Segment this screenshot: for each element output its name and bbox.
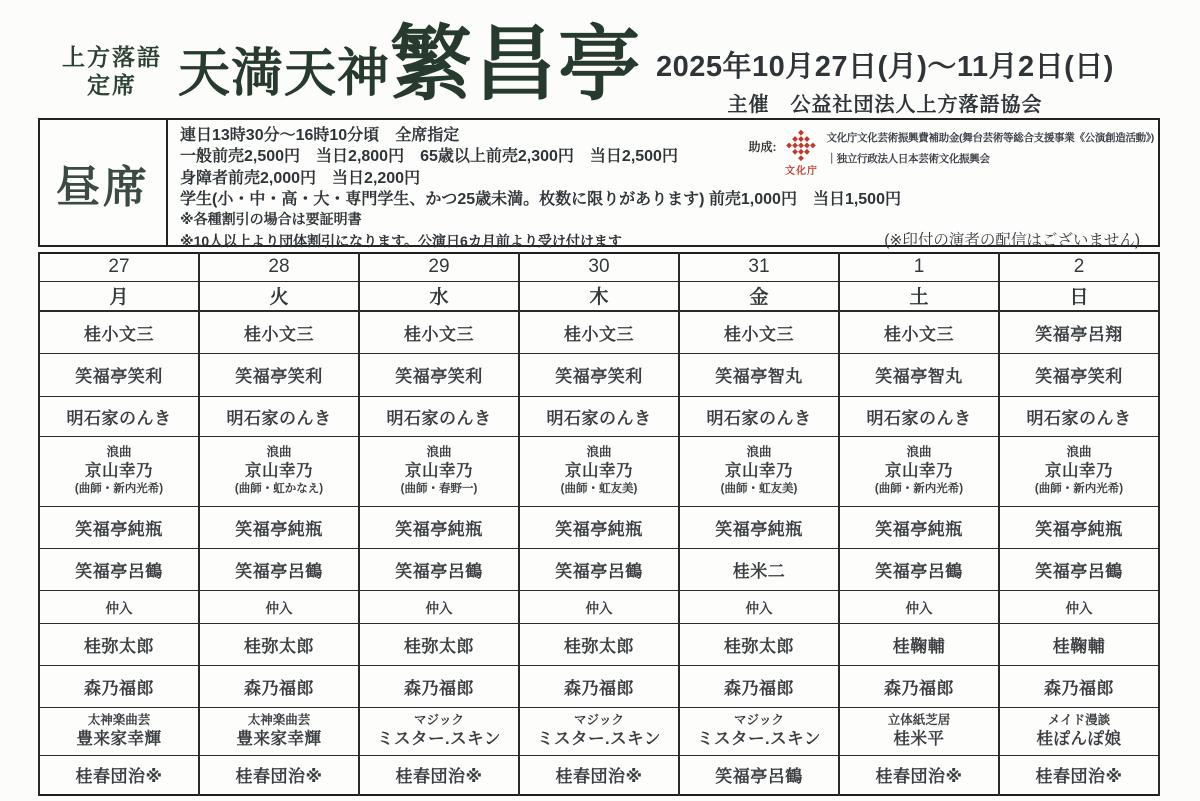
performer-cell bbox=[39, 623, 199, 665]
performer-name: 桂弥太郎 bbox=[564, 636, 634, 656]
performer-name: 桂小文三 bbox=[404, 324, 474, 344]
performer-name: 森乃福郎 bbox=[884, 678, 954, 698]
performer-cell bbox=[39, 436, 199, 506]
day-cell: 木 bbox=[519, 281, 679, 311]
performer-cell bbox=[839, 396, 999, 436]
performer-name: 桂鞠輔 bbox=[1052, 636, 1106, 656]
pricing-content bbox=[168, 120, 1158, 250]
performer-name: 桂小文三 bbox=[724, 324, 794, 344]
date-cell: 28 bbox=[199, 253, 359, 281]
performer-cell bbox=[359, 548, 519, 590]
performer-name: 笑福亭純瓶 bbox=[555, 519, 643, 539]
performer-name: 明石家のんき bbox=[546, 408, 652, 428]
performer-cell bbox=[999, 506, 1159, 548]
performer-name: 笑福亭純瓶 bbox=[715, 519, 803, 539]
performer-name: 笑福亭笑利 bbox=[1035, 367, 1123, 386]
performer-name: 笑福亭呂鶴 bbox=[1035, 561, 1123, 581]
performer-name: 森乃福郎 bbox=[84, 678, 154, 698]
performer-cell bbox=[199, 548, 359, 590]
streaming-note: (※印付の演者の配信はございません) bbox=[884, 232, 1140, 250]
bunkacho-lattice-icon bbox=[784, 128, 818, 162]
genre-label: マジック bbox=[733, 712, 784, 727]
performer-cell bbox=[519, 755, 679, 795]
performer-cell bbox=[839, 665, 999, 707]
genre-label: 浪曲 bbox=[586, 445, 612, 460]
grant-block bbox=[748, 128, 1154, 177]
accompanist-note: (曲師・新内光希) bbox=[1034, 482, 1124, 495]
performer-cell bbox=[999, 548, 1159, 590]
performer-cell bbox=[839, 755, 999, 795]
performer-cell bbox=[519, 396, 679, 436]
performer-name: 桂小文三 bbox=[244, 324, 314, 344]
genre-label: 浪曲 bbox=[106, 445, 132, 460]
performer-cell bbox=[359, 353, 519, 396]
performer-name: 桂鞠輔 bbox=[892, 636, 946, 656]
performer-cell bbox=[359, 436, 519, 506]
performer-name: 明石家のんき bbox=[66, 408, 172, 428]
performer-name: 京山幸乃 bbox=[245, 462, 313, 481]
performer-cell bbox=[39, 707, 199, 755]
date-cell: 1 bbox=[839, 253, 999, 281]
price-line-general: 一般前売2,500円 当日2,800円 65歳以上前売2,300円 当日2,500円 bbox=[180, 148, 678, 166]
performer-name: 京山幸乃 bbox=[85, 462, 153, 481]
performer-name: 笑福亭笑利 bbox=[555, 367, 643, 386]
performer-cell bbox=[999, 353, 1159, 396]
performer-cell bbox=[199, 623, 359, 665]
intermission-cell bbox=[999, 590, 1159, 623]
series-badge bbox=[52, 44, 172, 99]
performer-name: 桂小文三 bbox=[884, 324, 954, 344]
performer-cell bbox=[199, 353, 359, 396]
performer-cell bbox=[39, 396, 199, 436]
accompanist-note: (曲師・春野一) bbox=[400, 482, 478, 495]
accompanist-note: (曲師・新内光希) bbox=[74, 482, 164, 495]
performer-cell bbox=[359, 755, 519, 795]
discount-note: ※各種割引の場合は要証明書 bbox=[180, 211, 362, 228]
genre-label: マジック bbox=[413, 712, 464, 727]
performer-name: 笑福亭呂鶴 bbox=[395, 561, 483, 581]
theater-title bbox=[178, 19, 643, 110]
performer-cell bbox=[679, 665, 839, 707]
performer-cell bbox=[679, 707, 839, 755]
performer-cell bbox=[199, 665, 359, 707]
performer-name: 京山幸乃 bbox=[725, 462, 793, 481]
intermission-cell bbox=[359, 590, 519, 623]
performer-name: 桂小文三 bbox=[84, 324, 154, 344]
intermission-label: 仲入 bbox=[265, 600, 293, 616]
genre-label: 浪曲 bbox=[906, 445, 932, 460]
grant-text-line2: ｜独立行政法人日本芸術文化振興会 bbox=[826, 153, 990, 165]
series-badge-line2: 定席 bbox=[87, 71, 137, 98]
performer-cell bbox=[999, 623, 1159, 665]
accompanist-note: (曲師・虹友美) bbox=[720, 482, 798, 495]
performer-cell bbox=[359, 396, 519, 436]
performer-name: 森乃福郎 bbox=[724, 678, 794, 698]
performer-cell bbox=[359, 311, 519, 353]
day-cell: 火 bbox=[199, 281, 359, 311]
performer-name: 桂春団治※ bbox=[235, 767, 323, 787]
schedule-table bbox=[38, 252, 1160, 796]
performer-name: 京山幸乃 bbox=[885, 462, 953, 481]
performer-cell bbox=[679, 623, 839, 665]
price-line-disabled: 身障者前売2,000円 当日2,200円 bbox=[180, 169, 421, 187]
performer-name: 明石家のんき bbox=[866, 408, 972, 428]
performer-name: 笑福亭純瓶 bbox=[875, 519, 963, 539]
performer-cell bbox=[679, 396, 839, 436]
series-badge-line1: 上方落語 bbox=[62, 44, 162, 70]
performer-cell bbox=[839, 623, 999, 665]
intermission-cell bbox=[519, 590, 679, 623]
intermission-cell bbox=[679, 590, 839, 623]
performer-name: 森乃福郎 bbox=[564, 678, 634, 698]
day-cell: 金 bbox=[679, 281, 839, 311]
genre-label: 立体紙芝居 bbox=[887, 712, 951, 727]
performer-cell bbox=[519, 665, 679, 707]
day-cell: 月 bbox=[39, 281, 199, 311]
bunkacho-logo-text: 文化庁 bbox=[784, 166, 818, 177]
performer-cell bbox=[999, 665, 1159, 707]
performer-cell bbox=[839, 311, 999, 353]
performer-cell bbox=[679, 311, 839, 353]
organizer-line: 主催 公益社団法人上方落語協会 bbox=[727, 94, 1043, 116]
performer-cell bbox=[39, 548, 199, 590]
performer-cell bbox=[839, 436, 999, 506]
performer-cell bbox=[39, 311, 199, 353]
performer-cell bbox=[39, 755, 199, 795]
performer-cell bbox=[679, 506, 839, 548]
performer-name: 桂春団治※ bbox=[875, 767, 963, 787]
theater-title-prefix: 天満天神 bbox=[178, 45, 391, 103]
performer-cell bbox=[519, 311, 679, 353]
performer-name: 笑福亭呂鶴 bbox=[555, 561, 643, 581]
performer-cell bbox=[359, 707, 519, 755]
performer-name: 京山幸乃 bbox=[565, 462, 633, 481]
performer-cell bbox=[999, 707, 1159, 755]
performer-name: 桂米平 bbox=[893, 729, 945, 748]
theater-title-main: 繁昌亭 bbox=[390, 19, 643, 110]
intermission-label: 仲入 bbox=[1065, 600, 1093, 616]
performer-cell bbox=[199, 755, 359, 795]
performer-cell bbox=[39, 506, 199, 548]
day-cell: 土 bbox=[839, 281, 999, 311]
performer-name: 笑福亭智丸 bbox=[715, 367, 803, 386]
price-line-student: 学生(小・中・高・大・専門学生、かつ25歳未満。枚数に限りがあります) 前売1,000円 当日1,500円 bbox=[180, 190, 901, 208]
accompanist-note: (曲師・新内光希) bbox=[874, 482, 964, 495]
intermission-label: 仲入 bbox=[105, 600, 133, 616]
performer-name: 桂小文三 bbox=[564, 324, 634, 344]
genre-label: 浪曲 bbox=[746, 445, 772, 460]
performer-name: 桂米二 bbox=[732, 561, 786, 581]
intermission-cell bbox=[199, 590, 359, 623]
date-cell: 27 bbox=[39, 253, 199, 281]
performer-name: 京山幸乃 bbox=[405, 462, 473, 481]
performer-name: 笑福亭純瓶 bbox=[395, 519, 483, 539]
bottom-note-row bbox=[180, 228, 1146, 250]
performer-name: 笑福亭智丸 bbox=[875, 367, 963, 386]
performer-cell bbox=[519, 506, 679, 548]
performer-cell bbox=[839, 506, 999, 548]
performer-name: 森乃福郎 bbox=[404, 678, 474, 698]
intermission-cell bbox=[839, 590, 999, 623]
performer-name: 桂春団治※ bbox=[395, 767, 483, 787]
session-label: 昼席 bbox=[56, 162, 150, 212]
performer-name: ミスター.スキン bbox=[537, 729, 661, 748]
performer-cell bbox=[199, 436, 359, 506]
day-cell: 水 bbox=[359, 281, 519, 311]
performer-cell bbox=[359, 623, 519, 665]
performer-name: 笑福亭笑利 bbox=[75, 367, 163, 386]
intermission-label: 仲入 bbox=[745, 600, 773, 616]
performer-name: ミスター.スキン bbox=[697, 729, 821, 748]
intermission-cell bbox=[39, 590, 199, 623]
performer-cell bbox=[519, 707, 679, 755]
date-cell: 29 bbox=[359, 253, 519, 281]
performer-cell bbox=[839, 353, 999, 396]
date-cell: 31 bbox=[679, 253, 839, 281]
performer-cell bbox=[199, 396, 359, 436]
performer-cell bbox=[679, 548, 839, 590]
genre-label: 浪曲 bbox=[1066, 445, 1092, 460]
performer-name: 森乃福郎 bbox=[1044, 678, 1114, 698]
grant-text bbox=[826, 128, 1154, 170]
performer-name: 豊来家幸輝 bbox=[76, 729, 162, 748]
day-cell: 日 bbox=[999, 281, 1159, 311]
performer-cell bbox=[679, 353, 839, 396]
genre-label: 太神楽曲芸 bbox=[87, 712, 151, 727]
performer-cell bbox=[519, 548, 679, 590]
group-discount-note: ※10人以上より団体割引になります。公演日6カ月前より受け付けます bbox=[180, 233, 622, 250]
performer-name: 笑福亭呂鶴 bbox=[75, 561, 163, 581]
performer-name: 明石家のんき bbox=[226, 408, 332, 428]
intermission-label: 仲入 bbox=[905, 600, 933, 616]
performer-name: 笑福亭笑利 bbox=[235, 367, 323, 386]
performer-cell bbox=[519, 623, 679, 665]
performer-cell bbox=[519, 353, 679, 396]
bunkacho-logo bbox=[784, 128, 818, 177]
performer-cell bbox=[199, 707, 359, 755]
performer-name: ミスター.スキン bbox=[377, 729, 501, 748]
performer-name: 明石家のんき bbox=[386, 408, 492, 428]
performer-name: 笑福亭呂鶴 bbox=[235, 561, 323, 581]
performer-cell bbox=[519, 436, 679, 506]
performer-name: 桂弥太郎 bbox=[84, 636, 154, 656]
performer-name: 桂ぽんぽ娘 bbox=[1036, 729, 1122, 748]
genre-label: 太神楽曲芸 bbox=[247, 712, 311, 727]
performer-cell bbox=[999, 311, 1159, 353]
performer-name: 桂春団治※ bbox=[75, 767, 163, 787]
date-cell: 2 bbox=[999, 253, 1159, 281]
performer-cell bbox=[999, 436, 1159, 506]
performer-name: 明石家のんき bbox=[1026, 408, 1132, 428]
performer-cell bbox=[359, 665, 519, 707]
performer-name: 笑福亭純瓶 bbox=[235, 519, 323, 539]
performer-name: 桂春団治※ bbox=[1035, 767, 1123, 787]
performer-name: 桂弥太郎 bbox=[724, 636, 794, 656]
performer-cell bbox=[999, 396, 1159, 436]
grant-label: 助成: bbox=[748, 140, 777, 154]
intermission-label: 仲入 bbox=[425, 600, 453, 616]
date-range: 2025年10月27日(月)～11月2日(日) bbox=[656, 51, 1114, 83]
performer-name: 笑福亭純瓶 bbox=[75, 519, 163, 539]
session-cell bbox=[40, 120, 168, 245]
accompanist-note: (曲師・虹友美) bbox=[560, 482, 638, 495]
genre-label: マジック bbox=[573, 712, 624, 727]
performer-name: 豊来家幸輝 bbox=[236, 729, 322, 748]
performer-name: 明石家のんき bbox=[706, 408, 812, 428]
pricing-box bbox=[38, 118, 1160, 250]
performer-cell bbox=[39, 353, 199, 396]
performer-name: 笑福亭純瓶 bbox=[1035, 519, 1123, 539]
genre-label: 浪曲 bbox=[426, 445, 452, 460]
performer-cell bbox=[839, 707, 999, 755]
date-cell: 30 bbox=[519, 253, 679, 281]
performer-name: 笑福亭呂翔 bbox=[1035, 324, 1123, 344]
genre-label: 浪曲 bbox=[266, 445, 292, 460]
performer-name: 京山幸乃 bbox=[1045, 462, 1113, 481]
performer-name: 桂春団治※ bbox=[555, 767, 643, 787]
performer-cell bbox=[199, 506, 359, 548]
performer-name: 桂弥太郎 bbox=[404, 636, 474, 656]
performer-name: 桂弥太郎 bbox=[244, 636, 314, 656]
performer-cell bbox=[359, 506, 519, 548]
performer-cell bbox=[199, 311, 359, 353]
performer-name: 森乃福郎 bbox=[244, 678, 314, 698]
intermission-label: 仲入 bbox=[585, 600, 613, 616]
performer-cell bbox=[839, 548, 999, 590]
date-block bbox=[640, 44, 1130, 117]
performer-name: 笑福亭呂鶴 bbox=[875, 561, 963, 581]
performer-name: 笑福亭呂鶴 bbox=[715, 767, 803, 787]
performer-cell bbox=[999, 755, 1159, 795]
grant-text-line1: 文化庁文化芸術振興費補助金(舞台芸術等総合支援事業《公演創造活動》) bbox=[826, 132, 1154, 144]
performer-name: 笑福亭笑利 bbox=[395, 367, 483, 386]
performer-cell bbox=[679, 436, 839, 506]
time-line: 連日13時30分～16時10分頃 全席指定 bbox=[180, 127, 460, 144]
performer-cell bbox=[679, 755, 839, 795]
accompanist-note: (曲師・虹かなえ) bbox=[234, 482, 324, 495]
genre-label: メイド漫談 bbox=[1047, 712, 1111, 727]
performer-cell bbox=[39, 665, 199, 707]
